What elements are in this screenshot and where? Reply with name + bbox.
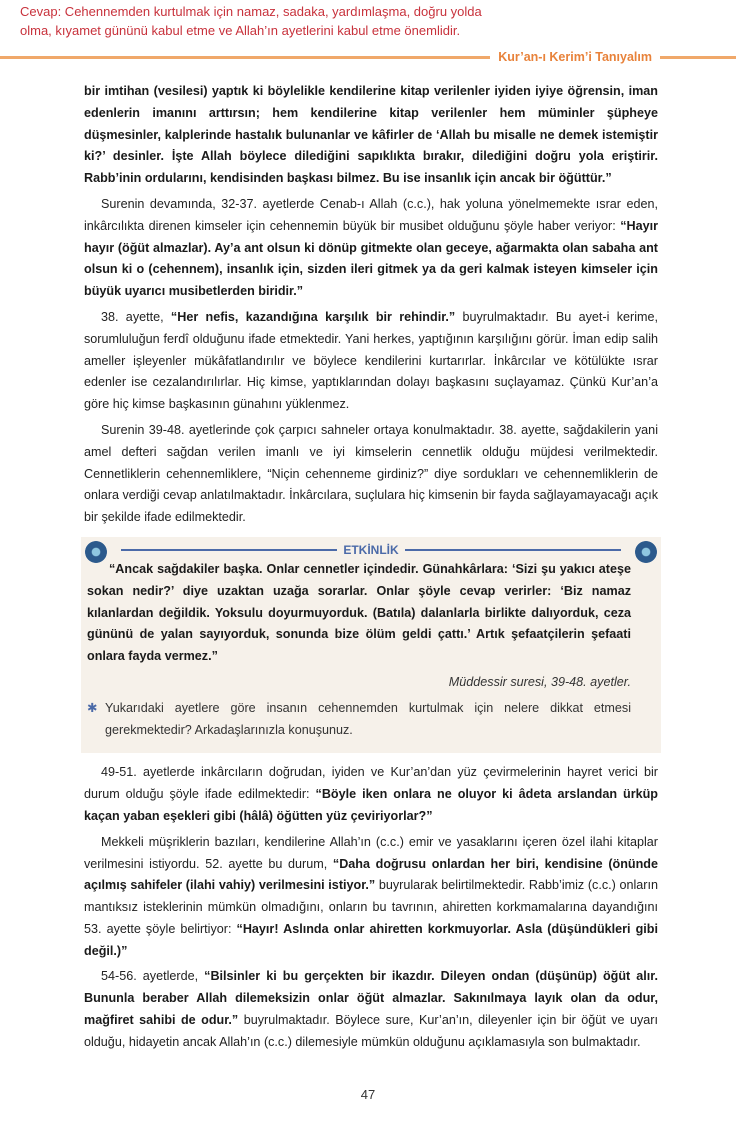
chapter-title: Kur’an-ı Kerim’i Tanıyalım [498, 50, 652, 64]
quoted-verse: “Bilsinler ki bu gerçekten bir ikazdır. Dileyen ondan (düşünüp) öğüt alır. Bununla beraber Allah dilemeksizin onlar öğüt almazlar. Sakınılmaya layık olan da odur, mağfiret sahibi de odur.” [84, 969, 659, 1028]
paragraph [84, 832, 658, 963]
question-text: Yukarıdaki ayetlere göre insanın cehennemden kurtulmak için nelere dikkat etmesi gerekmektedir? Arkadaşlarınızla konuşunuz. [105, 700, 631, 737]
paragraph [84, 966, 658, 1053]
paragraphs-after [84, 762, 658, 1053]
text-segment: Surenin 39-48. ayetlerinde çok çarpıcı sahneler ortaya konulmaktadır. 38. ayette, sağdakilerin yani amel defteri sağdan verilen imanlı ve iyi kimselerin cennetlik olduğu müjdesi verilmektedir. Cennetliklerin cehennemliklere, “Niçin cehenneme girdiniz?” diye sordukları ve cehennemliklerin de onlara verdiği cevap anlatılmaktadır. İnkârcılara, suçlulara hiç kimsenin bir fayda sağlayamayacağı açık bir şekilde ifade edilmektedir. [84, 422, 658, 525]
activity-quote [87, 559, 631, 668]
paragraph [84, 194, 658, 303]
divider [405, 549, 621, 551]
activity-box [81, 537, 661, 753]
text-segment: buyrularak belirtilmektedir. Rabb’imiz (c.c.) onların mantıksız isteklerinin mümkün olmadığını, onların bu tavrının, ahiretten korkmamalarına dayandığını 53. ayette şöyle belirtiyor: [84, 878, 658, 936]
answer-note: Cevap: Cehennemden kurtulmak için namaz, sadaka, yardımlaşma, doğru yolda olma, kıyamet gününü kabul etme ve Allah’ın ayetlerini kabul etme önemlidir. [20, 4, 482, 38]
page-body [84, 81, 658, 1058]
text-segment: buyrulmaktadır. Böylece sure, Kur’an’ın, dileyenler için bir öğüt ve uyarı olduğu, hidayetin ancak Allah’ın (c.c.) dilemesiyle mümkün olduğunu açıklamasıyla son bulmaktadır. [84, 1013, 658, 1049]
paragraph [84, 81, 658, 190]
quoted-verse: “Her nefis, kazandığına karşılık bir rehindir.” [170, 309, 456, 324]
page-number: 47 [360, 1086, 376, 1102]
activity-question [87, 698, 631, 742]
divider [121, 549, 337, 551]
header-rule-right [660, 56, 736, 59]
paragraph [84, 307, 658, 416]
activity-header [121, 541, 621, 559]
text-segment: 49-51. ayetlerde inkârcıların doğrudan, iyiden ve Kur’an’dan yüz çevirmelerinin hayret verici bir durum olduğu şöyle ifade edilmektedir: [84, 765, 658, 802]
text-segment: 54-56. ayetlerde, [101, 969, 205, 984]
flower-ornament-icon [85, 541, 107, 563]
asterisk-bullet-icon: ✱ [87, 700, 98, 715]
text-segment: Mekkeli müşriklerin bazıları, kendilerine Allah’ın (c.c.) emir ve yasaklarını içeren özel ilahi kitaplar verilmesini istiyordu. 52. ayette bu durum, [84, 834, 658, 871]
page-header [0, 48, 736, 66]
paragraph [84, 420, 658, 529]
flower-ornament-icon [635, 541, 657, 563]
text-segment: buyrulmaktadır. Bu ayet-i kerime, sorumluluğun ferdî olduğunu ifade etmektedir. Yani herkes, yaptığının karşılığını görür. İman edip salih ameller işleyenler mükâfatlandırılır ve böylece kendilerini kurtarırlar. İnkârcılar ve kötülükte ısrar edenler ise cezalandırılırlar. Hiç kimse, yaptıklarından dolayı başkasını suçlayamaz. Çünkü Kur’an’a göre hiç kimse başkasının günahını yüklenmez. [84, 309, 658, 412]
quoted-verse: “Daha doğrusu onlardan her biri, kendisine (önünde açılmış sahifeler (ilahi vahiy) verilmesini istiyor.” [84, 856, 658, 893]
activity-title: ETKİNLİK [343, 542, 399, 557]
quoted-verse: “Hayır hayır (öğüt almazlar). Ay’a ant olsun ki dönüp gitmekte olan geceye, ağarmakta olan sabaha ant olsun ki o (cehennem), insanlık için, sizden ileri gitmek ya da geri kalmak isteyen kimseler için büyük uyarıcı musibetlerden biridir.” [84, 218, 658, 299]
text-segment: 38. ayette, [101, 309, 171, 324]
paragraphs-before [84, 81, 658, 529]
header-rule-left [0, 56, 490, 59]
paragraph [84, 762, 658, 827]
quoted-verse: bir imtihan (vesilesi) yaptık ki böylelikle kendilerine kitap verilenler iyiden iyiye öğrensin, iman edenlerin imanını arttırsın; hem kendilerine kitap verilenler hem müminler şüpheye düşmesinler, kalplerinde hastalık bulunanlar ve kâfirler de ‘Allah bu misalle ne demek istemiştir ki?’ desinler. İşte Allah böylece dilediğini sapıklıkta bırakır, dilediğini doğru yola eriştirir. Rabb’inin ordularını, kendisinden başkası bilmez. Bu ise insanlık için ancak bir öğüttür.” [84, 84, 658, 186]
quoted-verse: “Böyle iken onlara ne oluyor ki âdeta arslandan ürküp kaçan yaban eşekleri gibi (hâlâ) öğütten yüz çeviriyorlar?” [84, 787, 658, 823]
text-segment: Surenin devamında, 32-37. ayetlerde Cenab-ı Allah (c.c.), hak yoluna yönelmemekte ısrar eden, inkârcılıkta direnen kimseler için cehennemin büyük bir musibet olduğunu şöyle haber veriyor: [84, 196, 658, 233]
quote-text: “Ancak sağdakiler başka. Onlar cennetler içindedir. Günahkârlara: ‘Sizi şu yakıcı ateşe sokan nedir?’ diye uzaktan uzağa sorarlar. Onlar şöyle cevap verirler: ‘Biz namaz kılanlardan değildik. Yoksulu doyurmuyorduk. (Batıla) dalanlarla birlikte dalıyorduk, ceza gününü de yalan sayıyorduk, sonunda bize ölüm geldi çattı.’ Artık şefaatçilerin şefaati onlara fayda vermez.” [87, 561, 631, 664]
activity-citation: Müddessir suresi, 39-48. ayetler. [448, 674, 631, 689]
quoted-verse: “Hayır! Aslında onlar ahiretten korkmuyorlar. Asla (düşündükleri gibi değil.)” [84, 921, 658, 958]
